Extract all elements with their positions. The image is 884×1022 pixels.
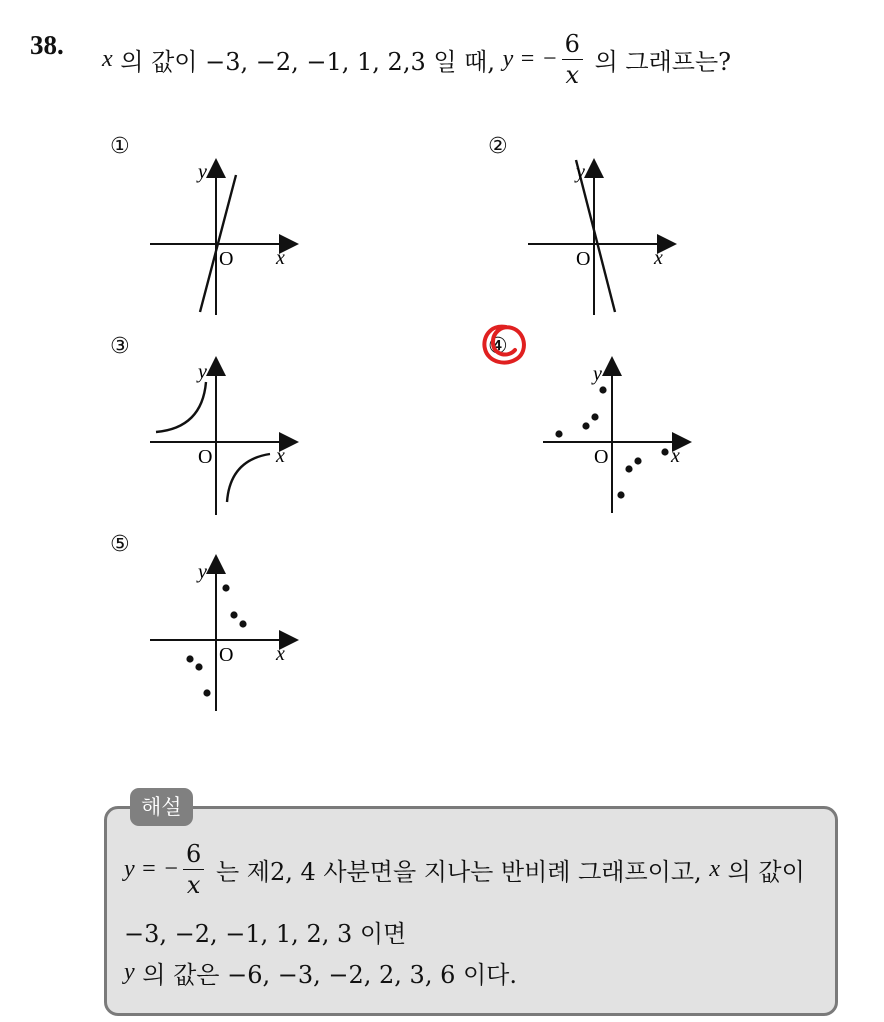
y-axis-label: y [198,161,207,183]
origin-label: O [594,446,609,468]
option-5-graph[interactable] [140,548,320,738]
explanation-line-3 [124,955,517,990]
explanation-line-1-text: 는 제2, 4 사분면을 지나는 반비례 그래프이고, [215,858,702,886]
explanation-frac-den: x [186,871,201,899]
question-eq-lhs: y = − [502,46,558,72]
question-var-x: x [102,46,113,72]
option-1-graph[interactable] [140,150,320,340]
x-axis-label: x [671,445,680,467]
explanation-var-x: x [709,856,720,882]
explanation-tag: 해설 [130,788,193,826]
point [555,430,562,437]
point [230,611,237,618]
question-number: 38. [30,30,64,60]
explanation-line-1 [124,842,805,897]
y-axis-label: y [593,363,602,385]
question-frac-den: x [565,61,580,89]
explanation-line-2: −3, −2, −1, 1, 2, 3 이면 [124,920,407,948]
curve-quadrant-4 [227,454,270,502]
question-text [102,32,731,87]
question-fraction [562,32,583,87]
explanation-fraction [183,842,204,897]
point [186,655,193,662]
point [625,465,632,472]
point [582,422,589,429]
explanation-line-3-text: 의 값은 −6, −3, −2, 2, 3, 6 이다. [142,961,517,989]
origin-label: O [219,644,234,666]
y-axis-label: y [198,561,207,583]
point [599,386,606,393]
option-5-label[interactable]: ⑤ [110,532,130,557]
option-2-label[interactable]: ② [488,134,508,159]
point [634,457,641,464]
question-frac-num: 6 [562,32,583,60]
point [222,584,229,591]
x-axis-label: x [276,247,285,269]
question-text-part2: 의 그래프는? [594,48,731,76]
answer-circle-mark [476,318,532,372]
option-3-graph[interactable] [140,350,320,540]
option-4-graph[interactable] [533,350,713,540]
explanation-frac-num: 6 [183,842,204,870]
question-text-part1: 의 값이 −3, −2, −1, 1, 2,3 일 때, [120,48,495,76]
explanation-var-y: y [124,959,135,985]
y-axis-label: y [576,161,585,183]
origin-label: O [198,446,213,468]
option-3-label[interactable]: ③ [110,334,130,359]
option-2-graph[interactable] [518,150,698,340]
option-1-label[interactable]: ① [110,134,130,159]
explanation-eq-lhs: y = − [124,856,180,882]
point [661,448,668,455]
y-axis-label: y [198,361,207,383]
x-axis-label: x [276,445,285,467]
explanation-line-1-end: 의 값이 [727,858,805,886]
point [239,620,246,627]
point [617,491,624,498]
origin-label: O [219,248,234,270]
option-4-label[interactable]: ④ [488,334,508,359]
point [591,413,598,420]
point [203,689,210,696]
origin-label: O [576,248,591,270]
x-axis-label: x [276,643,285,665]
x-axis-label: x [654,247,663,269]
point [195,663,202,670]
curve-quadrant-2 [156,382,206,432]
